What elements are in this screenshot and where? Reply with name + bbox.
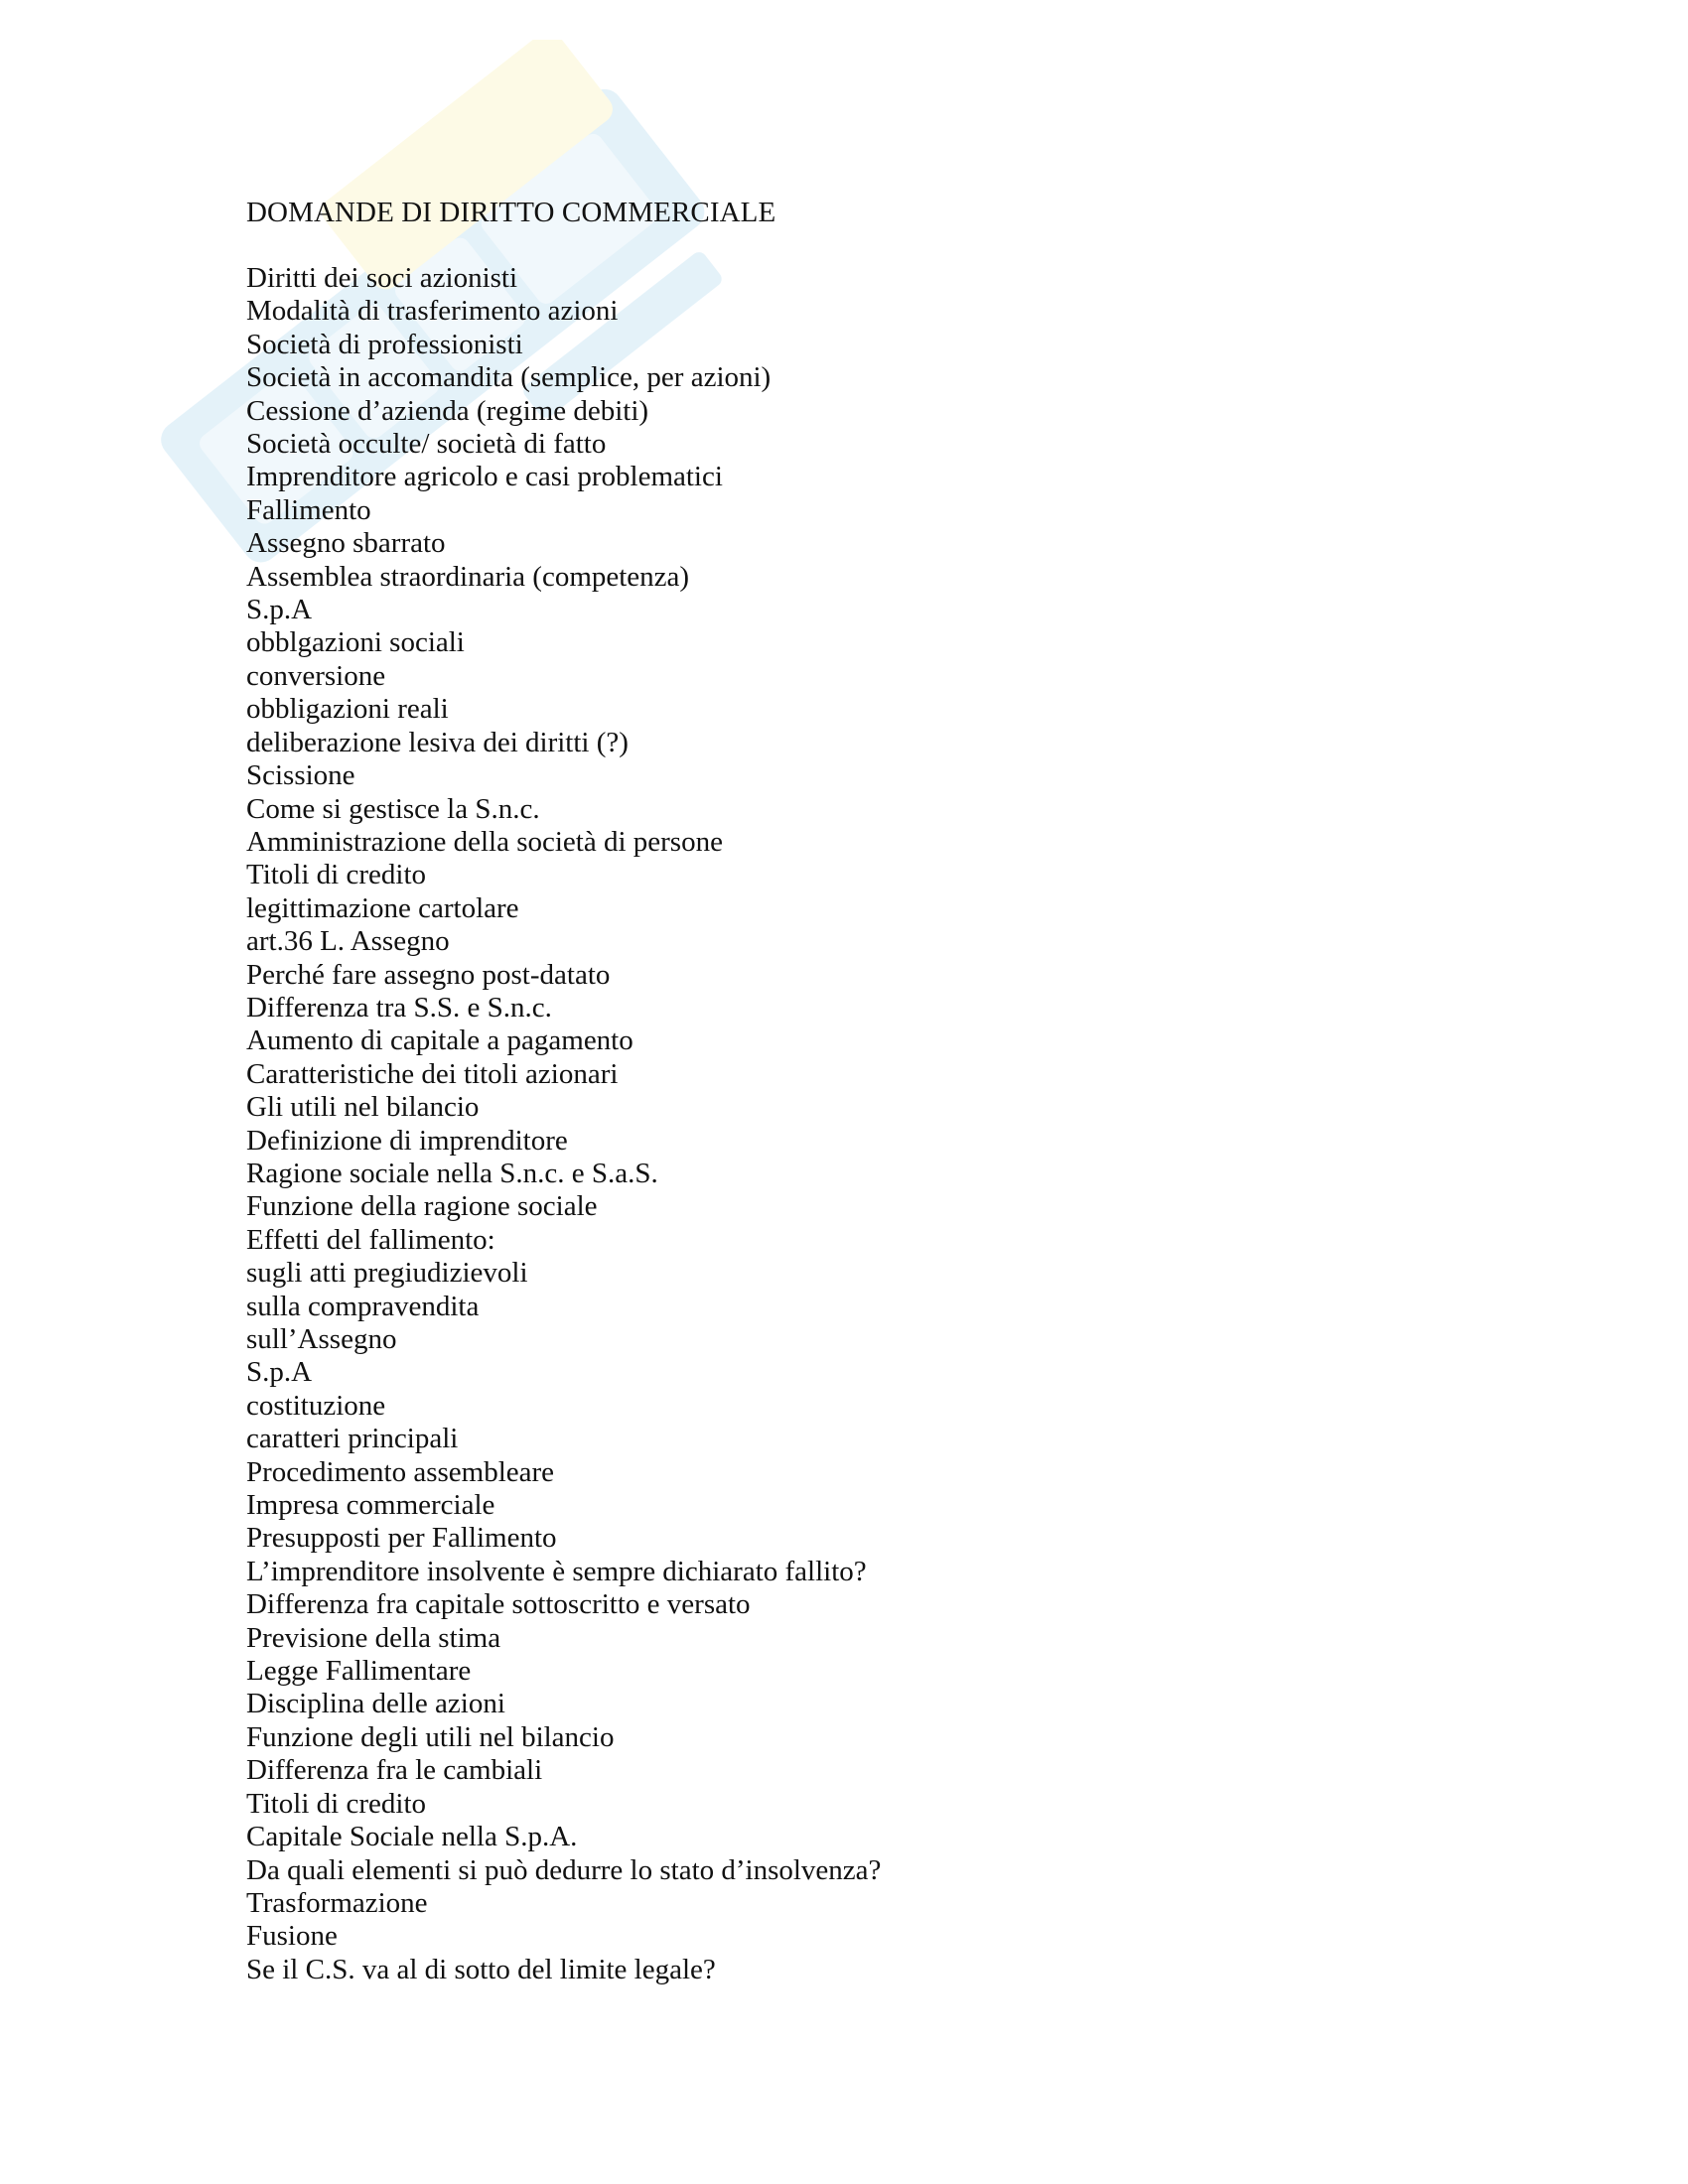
- list-item: Differenza fra le cambiali: [246, 1754, 543, 1787]
- list-item: L’imprenditore insolvente è sempre dichiarato fallito?: [246, 1555, 867, 1587]
- list-item: Presupposti per Fallimento: [246, 1522, 557, 1555]
- list-item: Differenza fra capitale sottoscritto e versato: [246, 1588, 751, 1621]
- list-item: sugli atti pregiudizievoli: [246, 1257, 528, 1290]
- list-item: Titoli di credito: [246, 1787, 426, 1820]
- list-item: Caratteristiche dei titoli azionari: [246, 1057, 619, 1090]
- list-item: Titoli di credito: [246, 859, 426, 891]
- list-item: sulla compravendita: [246, 1290, 480, 1322]
- list-item: costituzione: [246, 1389, 386, 1422]
- question-list: [246, 262, 1537, 1986]
- list-item: Ragione sociale nella S.n.c. e S.a.S.: [246, 1157, 658, 1189]
- list-item: Differenza tra S.S. e S.n.c.: [246, 991, 552, 1024]
- list-item: Trasformazione: [246, 1886, 428, 1919]
- list-item: Definizione di imprenditore: [246, 1124, 568, 1157]
- list-item: Società occulte/ società di fatto: [246, 428, 607, 461]
- list-item: Cessione d’azienda (regime debiti): [246, 394, 649, 427]
- list-item: Funzione degli utili nel bilancio: [246, 1720, 615, 1753]
- list-item: Se il C.S. va al di sotto del limite legale?: [246, 1953, 716, 1985]
- list-item: Modalità di trasferimento azioni: [246, 295, 619, 328]
- list-item: Società in accomandita (semplice, per azioni): [246, 361, 772, 394]
- list-item: conversione: [246, 659, 386, 692]
- list-item: legittimazione cartolare: [246, 891, 519, 924]
- list-item: Assegno sbarrato: [246, 527, 446, 560]
- list-item: obblgazioni sociali: [246, 626, 465, 659]
- document-page: [246, 197, 1537, 1986]
- list-item: art.36 L. Assegno: [246, 925, 450, 958]
- list-item: Previsione della stima: [246, 1621, 501, 1654]
- list-item: obbligazioni reali: [246, 693, 449, 726]
- list-item: Imprenditore agricolo e casi problematici: [246, 461, 723, 493]
- list-item: Gli utili nel bilancio: [246, 1091, 480, 1124]
- list-item: Disciplina delle azioni: [246, 1688, 505, 1720]
- list-item: Assemblea straordinaria (competenza): [246, 560, 690, 593]
- list-item: Capitale Sociale nella S.p.A.: [246, 1821, 578, 1853]
- list-item: S.p.A: [246, 594, 313, 626]
- list-item: deliberazione lesiva dei diritti (?): [246, 726, 629, 758]
- page-title: DOMANDE DI DIRITTO COMMERCIALE: [246, 197, 776, 228]
- list-item: Aumento di capitale a pagamento: [246, 1024, 633, 1057]
- list-item: Effetti del fallimento:: [246, 1223, 495, 1256]
- list-item: Legge Fallimentare: [246, 1655, 472, 1688]
- list-item: S.p.A: [246, 1356, 313, 1389]
- list-item: Amministrazione della società di persone: [246, 825, 723, 858]
- list-item: Come si gestisce la S.n.c.: [246, 792, 540, 825]
- list-item: Fusione: [246, 1920, 338, 1953]
- list-item: Fallimento: [246, 493, 371, 526]
- list-item: Procedimento assembleare: [246, 1455, 555, 1488]
- list-item: Funzione della ragione sociale: [246, 1190, 598, 1223]
- list-item: Scissione: [246, 759, 355, 792]
- list-item: Perché fare assegno post-datato: [246, 958, 611, 991]
- list-item: caratteri principali: [246, 1423, 459, 1455]
- list-item: Diritti dei soci azionisti: [246, 262, 518, 294]
- list-item: Impresa commerciale: [246, 1489, 495, 1522]
- list-item: sull’Assegno: [246, 1323, 397, 1355]
- list-item: Società di professionisti: [246, 328, 523, 360]
- list-item: Da quali elementi si può dedurre lo stato d’insolvenza?: [246, 1853, 882, 1886]
